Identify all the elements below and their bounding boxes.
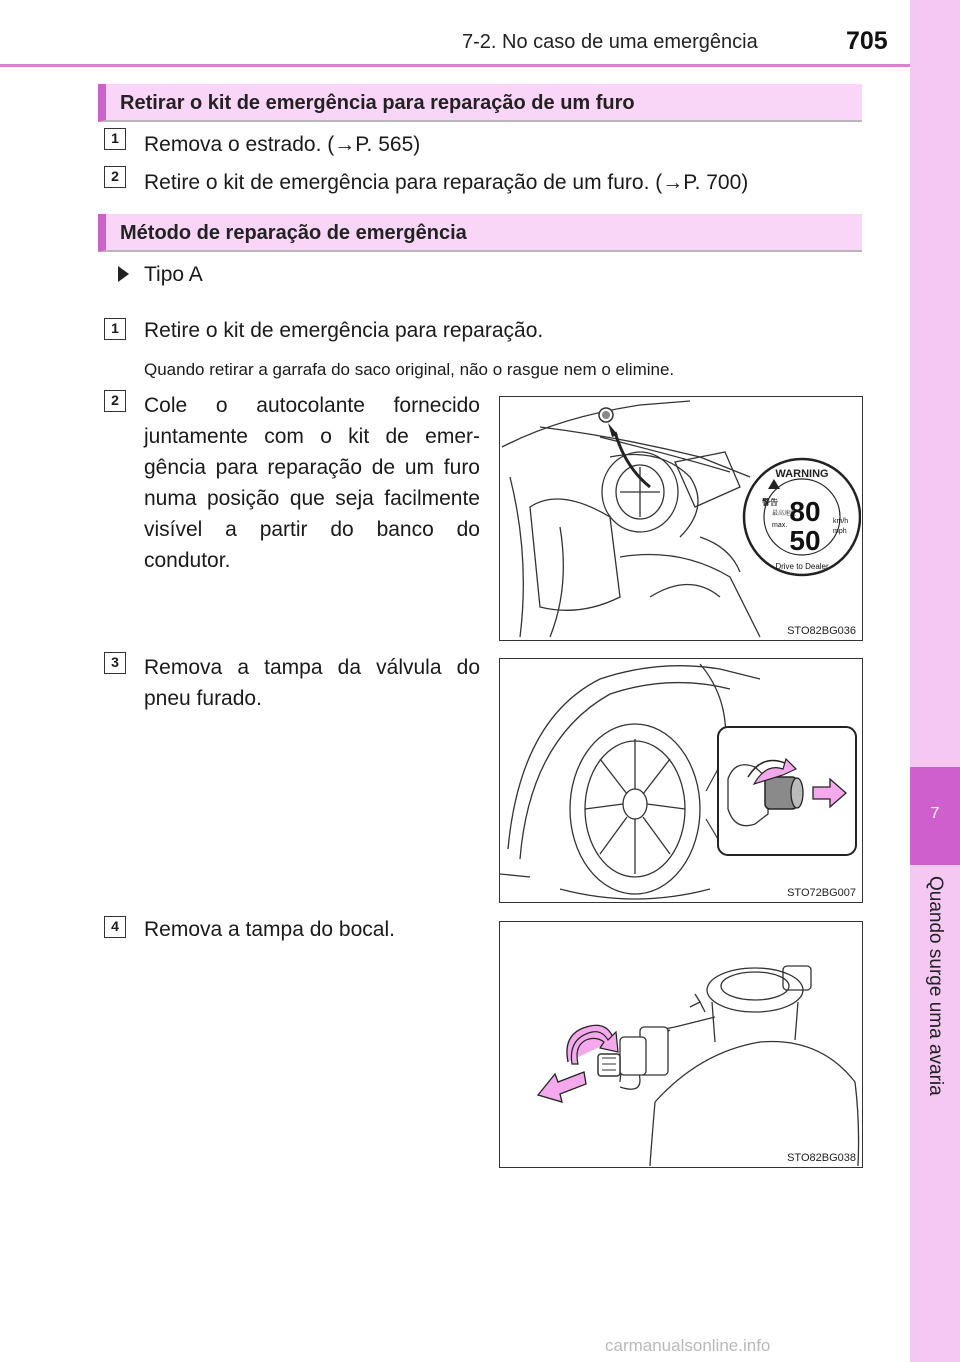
step-text: Remova a tampa do bocal. <box>144 918 395 941</box>
sticker-jp-warning: 警告 <box>762 498 778 507</box>
step-number: 1 <box>104 128 126 150</box>
sticker-max: max. <box>772 522 788 529</box>
warning-sticker <box>744 459 860 575</box>
tire-illustration <box>500 659 861 901</box>
figure-dashboard-sticker <box>499 396 863 641</box>
step-number: 4 <box>104 916 126 938</box>
step-number: 2 <box>104 166 126 188</box>
sticker-unit-mph: mph <box>833 528 847 535</box>
step-text: Cole o autocolante fornecido juntamente com o kit de emer-gência para reparação de um furo numa posição que seja facilmente visível a partir do banco do condutor. <box>144 394 480 572</box>
chapter-tab <box>910 0 960 1362</box>
step-number: 1 <box>104 318 126 340</box>
figure-bottle-nozzle <box>499 921 863 1168</box>
sticker-warning-text: WARNING <box>775 468 829 480</box>
header-divider <box>0 64 910 67</box>
sticker-unit-kmh: km/h <box>833 518 849 525</box>
watermark: carmanualsonline.info <box>605 1336 771 1355</box>
sticker-bottom-text: Drive to Dealer <box>775 562 829 571</box>
section-heading-remove-kit <box>98 84 862 122</box>
figure-code: STO82BG038 <box>787 1152 856 1164</box>
bullet-triangle-icon <box>118 266 129 282</box>
sticker-jp-max-speed: 最高速度 <box>772 510 797 517</box>
sticker-speed-kmh: 80 <box>789 496 821 527</box>
step-text: Remova a tampa da válvula do pneu furado. <box>144 656 480 710</box>
step-number: 2 <box>104 390 126 412</box>
chapter-title: Quando surge uma avaria <box>925 876 946 1096</box>
type-label: Tipo A <box>144 263 203 286</box>
step-number: 3 <box>104 652 126 674</box>
chapter-number-box <box>910 767 960 865</box>
figure-code: STO72BG007 <box>787 887 856 899</box>
chapter-number: 7 <box>930 805 940 822</box>
section-heading-repair-method <box>98 214 862 252</box>
sticker-speed-mph: 50 <box>789 525 821 556</box>
page-number: 705 <box>846 27 888 55</box>
step-text: Remova o estrado. (→P. 565) <box>144 133 421 156</box>
dashboard-illustration <box>500 397 861 639</box>
figure-tire-valve <box>499 658 863 903</box>
step-text: Retire o kit de emergência para reparação de um furo. (→P. 700) <box>144 171 749 194</box>
section-heading-text: Método de reparação de emergência <box>120 222 467 244</box>
header-section-title: 7-2. No caso de uma emergência <box>462 31 758 53</box>
bottle-illustration <box>500 922 861 1166</box>
section-heading-text: Retirar o kit de emergência para reparação de um furo <box>120 92 635 114</box>
step-text: Retire o kit de emergência para reparação. <box>144 319 544 342</box>
figure-code: STO82BG036 <box>787 625 856 637</box>
step-note: Quando retirar a garrafa do saco original, não o rasgue nem o elimine. <box>144 360 675 379</box>
